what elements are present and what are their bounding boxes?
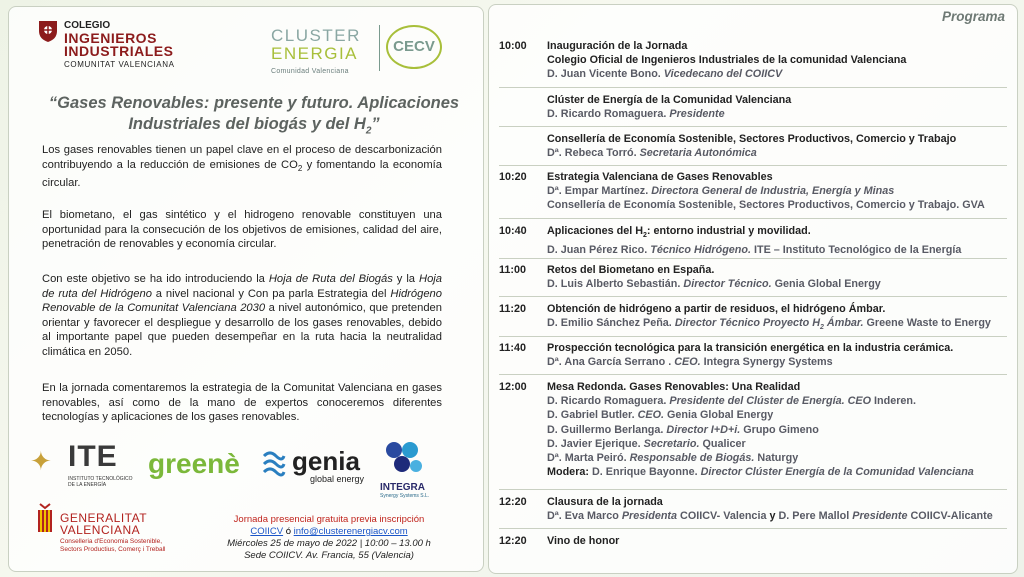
title-line2-text: Industriales del biogás y del H (128, 115, 366, 133)
agenda-time: 12:20 (499, 535, 527, 547)
agenda-role: Técnico Hidrógeno. (650, 244, 751, 257)
cluster-sub: Comunidad Valenciana (271, 68, 349, 75)
ite-compass-icon: ✦ (30, 446, 52, 476)
agenda-person: D. Juan Pérez Rico. (547, 244, 648, 257)
integra-logo (380, 438, 440, 499)
moderator-name: D. Enrique Bayonne. (592, 466, 698, 479)
panelist-name: Dª. Marta Peiró. (547, 452, 627, 465)
agenda-person: D. Luis Alberto Sebastián. (547, 278, 681, 291)
coi-logo-text (64, 19, 175, 71)
p1b: y fomentando la economía circular. (42, 158, 442, 190)
energia-word: ENERGIA (271, 44, 359, 63)
cluster-word: CLUSTER (271, 26, 361, 45)
agenda-body (547, 341, 1007, 369)
panelist-org: Genia Global Energy (667, 409, 774, 422)
gva-line1: GENERALITAT (60, 511, 148, 525)
coi-shield-icon (37, 19, 59, 43)
title-line1: “Gases Renovables: presente y futuro. Aplicaciones (48, 94, 460, 112)
agenda-person: Dª. Empar Martínez. (547, 185, 649, 198)
agenda-person: D. Ricardo Romaguera. (547, 108, 667, 121)
panelist-role: Secretario. (643, 437, 700, 450)
panelist-name: D. Gabriel Butler. (547, 409, 635, 422)
agenda-org: COIICV- Valencia (680, 510, 767, 523)
integra-wordmark: INTEGRA (380, 482, 425, 493)
agenda-org: Genia Global Energy (774, 278, 881, 291)
agenda-title: Clausura de la jornada (547, 496, 663, 508)
ite-wordmark: ITE (68, 440, 118, 473)
event-links (218, 526, 440, 538)
agenda-body (547, 170, 1007, 213)
agenda-person: Dª. Ana García Serrano . (547, 356, 672, 369)
separator (499, 218, 1007, 219)
panelist-role: Director I+D+i. (666, 423, 741, 436)
agenda-org: Greene Waste to Energy (866, 317, 991, 330)
separator (499, 528, 1007, 529)
agenda-title-end: : entorno industrial y movilidad. (646, 225, 811, 237)
cluster-logo (271, 27, 361, 81)
agenda-org: Integra Synergy Systems (703, 356, 833, 369)
panelist-role: Presidente del Clúster de Energía. CEO (669, 395, 872, 408)
ite-subtitle: INSTITUTO TECNOLÓGICO DE LA ENERGÍA (68, 476, 133, 488)
p3b: y la (392, 273, 419, 285)
agenda-role: Vicedecano del COIICV (663, 68, 783, 81)
agenda-title: Obtención de hidrógeno a partir de residuos, el hidrógeno Ámbar. (547, 303, 886, 315)
agenda-title: Mesa Redonda. Gases Renovables: Una Realidad (547, 381, 801, 393)
coi-line3: INDUSTRIALES (64, 43, 174, 59)
separator (499, 87, 1007, 88)
moderator-label: Modera: (547, 466, 589, 479)
agenda-time: 10:20 (499, 171, 527, 183)
separator (499, 126, 1007, 127)
agenda-title: Estrategia Valenciana de Gases Renovables (547, 171, 773, 183)
genia-wave-icon (262, 448, 286, 480)
panelist-role: CEO. (637, 409, 665, 422)
agenda-title: Prospección tecnológica para la transición energética en la industria cerámica. (547, 342, 954, 354)
agenda-body (547, 495, 1007, 523)
p3d: a nivel autonómico, que pretenden orientar y favorecer el despliegue y desarrollo de los gases renovables, debido al importante papel que pueden desempeñar en la ruta hacia la neutralidad climática en 2050. (42, 302, 442, 358)
agenda-time: 12:20 (499, 496, 527, 508)
agenda-subtitle: Colegio Oficial de Ingenieros Industriales de la comunidad Valenciana (547, 54, 907, 67)
integra-hex-icon (380, 438, 424, 480)
agenda-time: 11:40 (499, 342, 527, 354)
separator (499, 258, 1007, 259)
agenda-person: D. Emilio Sánchez Peña. (547, 317, 672, 330)
title-end: ” (371, 115, 380, 133)
panelist-org: Grupo Gimeno (743, 423, 819, 436)
agenda-body (547, 302, 1007, 336)
agenda-body (547, 132, 1007, 160)
p3a: Con este objetivo se ha ido introduciendo la (42, 273, 269, 285)
agenda-org-2: COIICV-Alicante (910, 510, 993, 523)
agenda-time: 10:40 (499, 225, 527, 237)
agenda-body (547, 534, 1007, 548)
agenda-body (547, 263, 1007, 291)
separator (499, 336, 1007, 337)
genia-subtitle: global energy (310, 474, 365, 484)
agenda-title: Consellería de Economía Sostenible, Sectores Productivos, Comercio y Trabajo (547, 133, 957, 145)
gva-subtitle: Conselleria d'Economia Sostenible, Sectors Productius, Comerç i Treball (60, 538, 166, 553)
intro-paragraph-4: En la jornada comentaremos la estrategia de la Comunitat Valenciana en gases renovables, así como de la mano de expertos conoceremos diferentes tecnologías y aplicaciones de los gases renovables. (42, 382, 442, 423)
agenda-body (547, 224, 1007, 258)
separator (499, 165, 1007, 166)
agenda-role: Secretaria Autonómica (639, 147, 757, 160)
title-sub: 2 (365, 125, 372, 137)
panelist-org: Inderen. (874, 395, 917, 408)
separator (499, 489, 1007, 490)
moderator-role: Director Clúster Energía de la Comunidad Valenciana (700, 466, 974, 479)
p1a: Los gases renovables tienen un papel clave en el proceso de descarbonización contribuyendo a la reducción de emisiones de CO (42, 144, 442, 171)
agenda-role-sub: 2 (820, 324, 824, 332)
gva-wordmark (60, 512, 147, 536)
agenda-person: Dª. Eva Marco (547, 510, 619, 523)
agenda-time: 11:00 (499, 264, 527, 276)
agenda-role: Director Técnico. (683, 278, 772, 291)
ite-logo (30, 440, 140, 488)
or-text: ó (283, 526, 294, 537)
intro-paragraph-1 (42, 143, 442, 191)
separator (499, 374, 1007, 375)
agenda-role: CEO. (674, 356, 701, 369)
p3i1: Hoja de Ruta del Biogás (268, 273, 393, 285)
panelist-role: Responsable de Biogás. (629, 452, 755, 465)
programa-heading: Programa (941, 9, 1005, 24)
event-title (29, 93, 479, 141)
agenda-title: Retos del Biometano en España. (547, 264, 715, 276)
greene-logo: greenè (148, 448, 240, 479)
agenda-org: Consellería de Economía Sostenible, Sectores Productivos, Comercio y Trabajo. GVA (547, 199, 985, 212)
agenda-role: Presidente (669, 108, 725, 121)
gva-crest-icon (36, 502, 54, 536)
agenda-role: Presidenta (621, 510, 678, 523)
event-date: Miércoles 25 de mayo de 2022 | 10:00 – 13.00 h (227, 538, 431, 549)
genia-wordmark: genia (292, 446, 360, 476)
agenda-title: Aplicaciones del H (547, 225, 644, 237)
agenda-person-2: D. Pere Mallol (778, 510, 850, 523)
coi-line4: COMUNITAT VALENCIANA (64, 60, 175, 69)
p1sub: 2 (297, 163, 303, 173)
agenda-title: Inauguración de la Jornada (547, 40, 688, 52)
coiicv-link[interactable]: COIICV (250, 526, 284, 537)
title-line2 (29, 114, 479, 141)
coi-line1: COLEGIO (64, 20, 111, 31)
and-word: y (769, 510, 776, 523)
agenda-person: Dª. Rebeca Torró. (547, 147, 637, 160)
agenda-body (547, 93, 1007, 121)
agenda-time: 10:00 (499, 40, 527, 52)
p3i2: Hoja de ruta del Hidrógeno (42, 273, 442, 300)
panelist-name: D. Guillermo Berlanga. (547, 423, 664, 436)
agenda-person: D. Juan Vicente Bono. (547, 68, 661, 81)
gva-line2: VALENCIANA (60, 523, 141, 537)
agenda-time: 12:00 (499, 381, 527, 393)
agenda-title: Vino de honor (547, 535, 620, 547)
agenda-time: 11:20 (499, 303, 527, 315)
agenda-role-end: Ámbar. (823, 317, 864, 330)
agenda-role: Director Técnico Proyecto H (674, 317, 821, 330)
agenda-title: Clúster de Energía de la Comunidad Valenciana (547, 94, 792, 106)
panelist-org: Qualicer (702, 437, 746, 450)
panelist-name: D. Ricardo Romaguera. (547, 395, 667, 408)
event-info (218, 514, 440, 562)
integra-subtitle: Synergy Systems S.L. (380, 493, 430, 499)
p3i3: Hidrógeno Renovable de la Comunitat Valenciana 2030 (42, 287, 442, 314)
email-link[interactable]: info@clusterenergiacv.com (293, 526, 408, 537)
cecv-logo (379, 25, 442, 71)
agenda-role: Directora General de Industria, Energía y Minas (651, 185, 895, 198)
panelist-org: Naturgy (757, 452, 799, 465)
panelist-name: D. Javier Ejerique. (547, 437, 641, 450)
event-registration-note: Jornada presencial gratuita previa inscripción (233, 514, 425, 525)
intro-paragraph-2: El biometano, el gas sintético y el hidrogeno renovable constituyen una oportunidad para la consecución de los objetivos de emisiones, calidad del aire, penetración de renovables y economía circular. (42, 209, 442, 250)
cecv-badge: CECV (386, 25, 442, 69)
separator (499, 296, 1007, 297)
genia-logo (262, 446, 372, 490)
agenda-role-2: Presidente (852, 510, 908, 523)
coi-line2: INGENIEROS (64, 30, 157, 46)
agenda-body (547, 39, 1007, 82)
agenda-title-sub: 2 (643, 232, 647, 240)
agenda-body (547, 380, 1007, 479)
agenda-org: ITE – Instituto Tecnológico de la Energía (754, 244, 962, 257)
p3c: a nivel nacional y Con pa parla Estrategia del (151, 287, 391, 300)
intro-paragraph-3 (42, 272, 442, 359)
agenda-item (499, 39, 1009, 83)
event-venue: Sede COIICV. Av. Francia, 55 (Valencia) (244, 550, 414, 561)
